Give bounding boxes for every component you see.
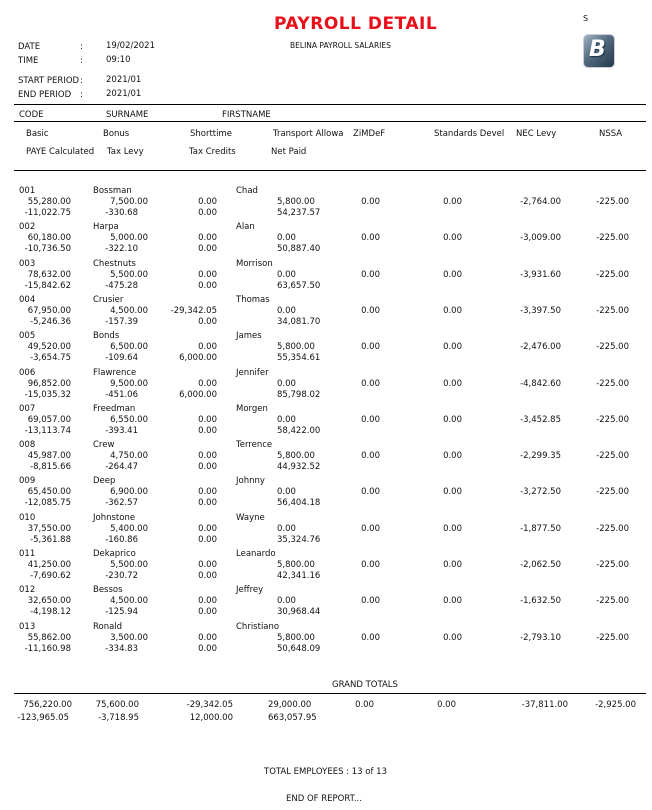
report-title: PAYROLL DETAIL (274, 14, 438, 34)
employee-nec-levy: -1,632.50 (520, 596, 561, 606)
employee-bonus: 5,500.00 (110, 560, 148, 570)
date-sep: : (80, 42, 83, 52)
employee-tax-credits: 0.00 (198, 571, 217, 581)
total-nssa: -2,925.00 (595, 700, 636, 710)
employee-tax-credits: 0.00 (198, 281, 217, 291)
employee-nec-levy: -3,272.50 (520, 487, 561, 497)
employee-net-paid: 44,932.52 (277, 462, 321, 472)
total-standards: 0.00 (437, 700, 456, 710)
employee-nssa: -225.00 (596, 633, 629, 643)
employee-standards: 0.00 (443, 270, 462, 280)
col-surname: SURNAME (106, 110, 149, 120)
employee-zimdef: 0.00 (361, 451, 380, 461)
employee-paye: -5,361.88 (30, 535, 71, 545)
employee-bonus: 6,550.00 (110, 415, 148, 425)
employee-transport: 5,800.00 (277, 560, 315, 570)
employee-shorttime: 0.00 (198, 197, 217, 207)
employee-transport: 5,800.00 (277, 342, 315, 352)
employee-firstname: Thomas (236, 295, 270, 305)
employee-nssa: -225.00 (596, 270, 629, 280)
employee-basic: 45,987.00 (27, 451, 71, 461)
employee-transport: 0.00 (277, 306, 296, 316)
employee-transport: 5,800.00 (277, 197, 315, 207)
employee-standards: 0.00 (443, 415, 462, 425)
employee-standards: 0.00 (443, 197, 462, 207)
employee-code: 009 (19, 476, 36, 486)
employee-standards: 0.00 (443, 342, 462, 352)
employee-standards: 0.00 (443, 233, 462, 243)
employee-standards: 0.00 (443, 560, 462, 570)
employee-surname: Dekaprico (93, 549, 136, 559)
employee-basic: 55,280.00 (27, 197, 71, 207)
employee-tax-credits: 0.00 (198, 535, 217, 545)
end-period-value: 2021/01 (106, 89, 142, 99)
employee-zimdef: 0.00 (361, 270, 380, 280)
employee-code: 011 (19, 549, 36, 559)
col-taxlevy: Tax Levy (107, 147, 144, 157)
employee-nssa: -225.00 (596, 596, 629, 606)
employee-transport: 0.00 (277, 270, 296, 280)
employee-nec-levy: -3,931.60 (520, 270, 561, 280)
employee-tax-levy: -334.83 (105, 644, 138, 654)
employee-paye: -3,654.75 (30, 353, 71, 363)
employee-standards: 0.00 (443, 487, 462, 497)
employee-surname: Flawrence (93, 368, 137, 378)
employee-nec-levy: -3,009.00 (520, 233, 561, 243)
employee-standards: 0.00 (443, 306, 462, 316)
employee-net-paid: 56,404.18 (277, 498, 321, 508)
employee-tax-credits: 0.00 (198, 644, 217, 654)
employee-shorttime: 0.00 (198, 342, 217, 352)
total-bonus: 75,600.00 (95, 700, 139, 710)
employee-firstname: Christiano (236, 622, 280, 632)
employee-paye: -5,246.36 (30, 317, 71, 327)
employee-shorttime: 0.00 (198, 524, 217, 534)
employee-surname: Johnstone (93, 513, 136, 523)
employee-tax-credits: 0.00 (198, 498, 217, 508)
employee-bonus: 7,500.00 (110, 197, 148, 207)
belina-logo-icon (584, 35, 614, 67)
employee-bonus: 3,500.00 (110, 633, 148, 643)
employee-nec-levy: -2,793.10 (520, 633, 561, 643)
employee-net-paid: 58,422.00 (277, 426, 321, 436)
employee-firstname: Jeffrey (236, 585, 264, 595)
employee-firstname: Chad (236, 186, 258, 196)
total-shorttime: -29,342.05 (186, 700, 233, 710)
employee-shorttime: -29,342.05 (170, 306, 217, 316)
time-label: TIME (18, 56, 39, 66)
employee-firstname: Jennifer (236, 368, 269, 378)
employee-net-paid: 63,657.50 (277, 281, 321, 291)
employee-nssa: -225.00 (596, 379, 629, 389)
employee-code: 008 (19, 440, 36, 450)
time-value: 09:10 (106, 55, 131, 65)
employee-nssa: -225.00 (596, 487, 629, 497)
employee-surname: Ronald (93, 622, 123, 632)
employee-shorttime: 0.00 (198, 560, 217, 570)
total-basic: 756,220.00 (23, 700, 72, 710)
total-zimdef: 0.00 (355, 700, 374, 710)
employee-zimdef: 0.00 (361, 342, 380, 352)
employee-bonus: 4,500.00 (110, 306, 148, 316)
employee-nssa: -225.00 (596, 306, 629, 316)
employee-net-paid: 35,324.76 (277, 535, 321, 545)
logo-letter: B (589, 37, 606, 62)
employee-tax-levy: -475.28 (105, 281, 138, 291)
employee-paye: -8,815.66 (30, 462, 71, 472)
employee-standards: 0.00 (443, 379, 462, 389)
employee-code: 001 (19, 186, 36, 196)
employee-bonus: 6,900.00 (110, 487, 148, 497)
employee-tax-levy: -109.64 (105, 353, 138, 363)
employee-tax-credits: 6,000.00 (179, 353, 217, 363)
employee-paye: -11,160.98 (24, 644, 71, 654)
employee-tax-levy: -322.10 (105, 244, 138, 254)
employee-zimdef: 0.00 (361, 524, 380, 534)
employee-basic: 37,550.00 (27, 524, 71, 534)
employee-transport: 5,800.00 (277, 451, 315, 461)
employee-basic: 55,862.00 (27, 633, 71, 643)
employee-nec-levy: -2,299.35 (520, 451, 561, 461)
employee-surname: Harpa (93, 222, 119, 232)
employee-standards: 0.00 (443, 451, 462, 461)
employee-basic: 41,250.00 (27, 560, 71, 570)
employee-code: 012 (19, 585, 36, 595)
col-taxcredits: Tax Credits (189, 147, 236, 157)
employee-shorttime: 0.00 (198, 633, 217, 643)
employee-code: 006 (19, 368, 36, 378)
employee-bonus: 5,400.00 (110, 524, 148, 534)
header-divider (14, 104, 646, 105)
employee-code: 005 (19, 331, 36, 341)
employee-nssa: -225.00 (596, 342, 629, 352)
employee-tax-credits: 0.00 (198, 208, 217, 218)
employee-firstname: Morrison (236, 259, 273, 269)
employee-paye: -15,035.32 (24, 390, 71, 400)
employee-transport: 0.00 (277, 379, 296, 389)
employee-surname: Chestnuts (93, 259, 136, 269)
employee-paye: -7,690.62 (30, 571, 71, 581)
employee-paye: -10,736.50 (24, 244, 71, 254)
employee-basic: 67,950.00 (27, 306, 71, 316)
employee-nec-levy: -4,842.60 (520, 379, 561, 389)
employee-shorttime: 0.00 (198, 596, 217, 606)
employee-tax-credits: 6,000.00 (179, 390, 217, 400)
employee-net-paid: 85,798.02 (277, 390, 321, 400)
end-period-label: END PERIOD (18, 90, 72, 100)
employee-firstname: Johnny (236, 476, 265, 486)
employee-net-paid: 54,237.57 (277, 208, 321, 218)
employee-nec-levy: -3,452.85 (520, 415, 561, 425)
employee-nec-levy: -2,062.50 (520, 560, 561, 570)
employee-transport: 0.00 (277, 487, 296, 497)
employee-surname: Crew (93, 440, 115, 450)
employee-tax-credits: 0.00 (198, 426, 217, 436)
employee-shorttime: 0.00 (198, 270, 217, 280)
employee-tax-credits: 0.00 (198, 462, 217, 472)
employee-surname: Bonds (93, 331, 120, 341)
employee-zimdef: 0.00 (361, 233, 380, 243)
employee-tax-levy: -264.47 (105, 462, 138, 472)
col-standards: Standards Devel (434, 129, 505, 139)
column-header-divider (14, 121, 646, 122)
employee-code: 004 (19, 295, 36, 305)
employee-tax-levy: -393.41 (105, 426, 138, 436)
employee-standards: 0.00 (443, 524, 462, 534)
employee-basic: 69,057.00 (27, 415, 71, 425)
employee-nec-levy: -2,764.00 (520, 197, 561, 207)
employee-paye: -15,842.62 (24, 281, 71, 291)
employee-zimdef: 0.00 (361, 633, 380, 643)
employee-surname: Bossman (93, 186, 132, 196)
employee-bonus: 4,500.00 (110, 596, 148, 606)
employee-transport: 0.00 (277, 524, 296, 534)
employee-net-paid: 50,887.40 (277, 244, 321, 254)
employee-bonus: 5,500.00 (110, 270, 148, 280)
employee-tax-credits: 0.00 (198, 317, 217, 327)
employee-nssa: -225.00 (596, 197, 629, 207)
employee-zimdef: 0.00 (361, 560, 380, 570)
col-basic: Basic (26, 129, 49, 139)
employee-nssa: -225.00 (596, 415, 629, 425)
employee-shorttime: 0.00 (198, 415, 217, 425)
employee-shorttime: 0.00 (198, 379, 217, 389)
employee-zimdef: 0.00 (361, 379, 380, 389)
employee-zimdef: 0.00 (361, 415, 380, 425)
total-taxlevy: -3,718.95 (98, 713, 139, 723)
employee-paye: -13,113.74 (24, 426, 71, 436)
total-taxcredits: 12,000.00 (189, 713, 233, 723)
employee-transport: 5,800.00 (277, 633, 315, 643)
col-code: CODE (19, 110, 44, 120)
employee-basic: 49,520.00 (27, 342, 71, 352)
table-header-divider (14, 170, 646, 171)
employee-firstname: James (236, 331, 262, 341)
employee-surname: Deep (93, 476, 116, 486)
employee-basic: 32,650.00 (27, 596, 71, 606)
grand-totals-label: GRAND TOTALS (332, 680, 398, 690)
employee-surname: Freedman (93, 404, 136, 414)
col-netpaid: Net Paid (271, 147, 307, 157)
col-bonus: Bonus (103, 129, 130, 139)
employee-nssa: -225.00 (596, 451, 629, 461)
employee-basic: 65,450.00 (27, 487, 71, 497)
employee-tax-levy: -362.57 (105, 498, 138, 508)
employee-code: 007 (19, 404, 36, 414)
employee-zimdef: 0.00 (361, 487, 380, 497)
employee-tax-levy: -451.06 (105, 390, 138, 400)
employee-basic: 96,852.00 (27, 379, 71, 389)
start-period-value: 2021/01 (106, 75, 142, 85)
employee-zimdef: 0.00 (361, 306, 380, 316)
employee-bonus: 6,500.00 (110, 342, 148, 352)
employee-code: 013 (19, 622, 36, 632)
employee-shorttime: 0.00 (198, 451, 217, 461)
employee-transport: 0.00 (277, 233, 296, 243)
employee-net-paid: 50,648.09 (277, 644, 321, 654)
employee-firstname: Terrence (236, 440, 273, 450)
employee-net-paid: 55,354.61 (277, 353, 321, 363)
employee-nec-levy: -3,397.50 (520, 306, 561, 316)
total-nec: -37,811.00 (521, 700, 568, 710)
employee-zimdef: 0.00 (361, 596, 380, 606)
start-period-sep: : (80, 76, 83, 86)
total-paye: -123,965.05 (17, 713, 69, 723)
date-label: DATE (18, 42, 41, 52)
date-value: 19/02/2021 (106, 41, 155, 51)
employee-transport: 0.00 (277, 596, 296, 606)
col-shorttime: Shorttime (190, 129, 233, 139)
employee-net-paid: 42,341.16 (277, 571, 321, 581)
end-period-sep: : (80, 90, 83, 100)
employee-nec-levy: -1,877.50 (520, 524, 561, 534)
employee-firstname: Alan (236, 222, 255, 232)
employee-tax-levy: -230.72 (105, 571, 138, 581)
employee-net-paid: 34,081.70 (277, 317, 321, 327)
employee-bonus: 4,750.00 (110, 451, 148, 461)
total-transport: 29,000.00 (268, 700, 312, 710)
employee-standards: 0.00 (443, 633, 462, 643)
employee-net-paid: 30,968.44 (277, 607, 321, 617)
employee-bonus: 5,000.00 (110, 233, 148, 243)
employee-code: 010 (19, 513, 36, 523)
employee-paye: -12,085.75 (24, 498, 71, 508)
employee-shorttime: 0.00 (198, 487, 217, 497)
employee-nssa: -225.00 (596, 560, 629, 570)
employee-nssa: -225.00 (596, 233, 629, 243)
col-zimdef: ZiMDeF (353, 129, 386, 139)
totals-divider (14, 693, 646, 694)
employee-surname: Bessos (93, 585, 123, 595)
employee-surname: Crusier (93, 295, 124, 305)
employee-tax-levy: -157.39 (105, 317, 138, 327)
employee-basic: 60,180.00 (27, 233, 71, 243)
col-firstname: FIRSTNAME (222, 110, 271, 120)
col-paye: PAYE Calculated (26, 147, 95, 157)
employee-tax-credits: 0.00 (198, 244, 217, 254)
employee-standards: 0.00 (443, 596, 462, 606)
employee-firstname: Leanardo (236, 549, 276, 559)
employee-firstname: Morgen (236, 404, 268, 414)
employee-zimdef: 0.00 (361, 197, 380, 207)
employee-code: 003 (19, 259, 36, 269)
time-sep: : (80, 56, 83, 66)
employee-bonus: 9,500.00 (110, 379, 148, 389)
employee-nssa: -225.00 (596, 524, 629, 534)
start-period-label: START PERIOD (18, 76, 80, 86)
col-transport: Transport Allowa (273, 129, 344, 139)
employee-tax-levy: -330.68 (105, 208, 138, 218)
employee-code: 002 (19, 222, 36, 232)
col-nec: NEC Levy (516, 129, 557, 139)
employee-basic: 78,632.00 (27, 270, 71, 280)
employee-paye: -4,198.12 (30, 607, 71, 617)
total-employees: TOTAL EMPLOYEES : 13 of 13 (264, 767, 387, 777)
employee-tax-credits: 0.00 (198, 607, 217, 617)
employee-paye: -11,022.75 (24, 208, 71, 218)
total-netpaid: 663,057.95 (268, 713, 317, 723)
employee-firstname: Wayne (236, 513, 265, 523)
col-nssa: NSSA (599, 129, 623, 139)
employee-tax-levy: -160.86 (105, 535, 138, 545)
end-of-report: END OF REPORT... (286, 794, 362, 804)
employee-shorttime: 0.00 (198, 233, 217, 243)
employee-nec-levy: -2,476.00 (520, 342, 561, 352)
employee-tax-levy: -125.94 (105, 607, 138, 617)
company-name: BELINA PAYROLL SALARIES (290, 41, 391, 50)
corner-mark: S (583, 14, 589, 23)
employee-transport: 0.00 (277, 415, 296, 425)
